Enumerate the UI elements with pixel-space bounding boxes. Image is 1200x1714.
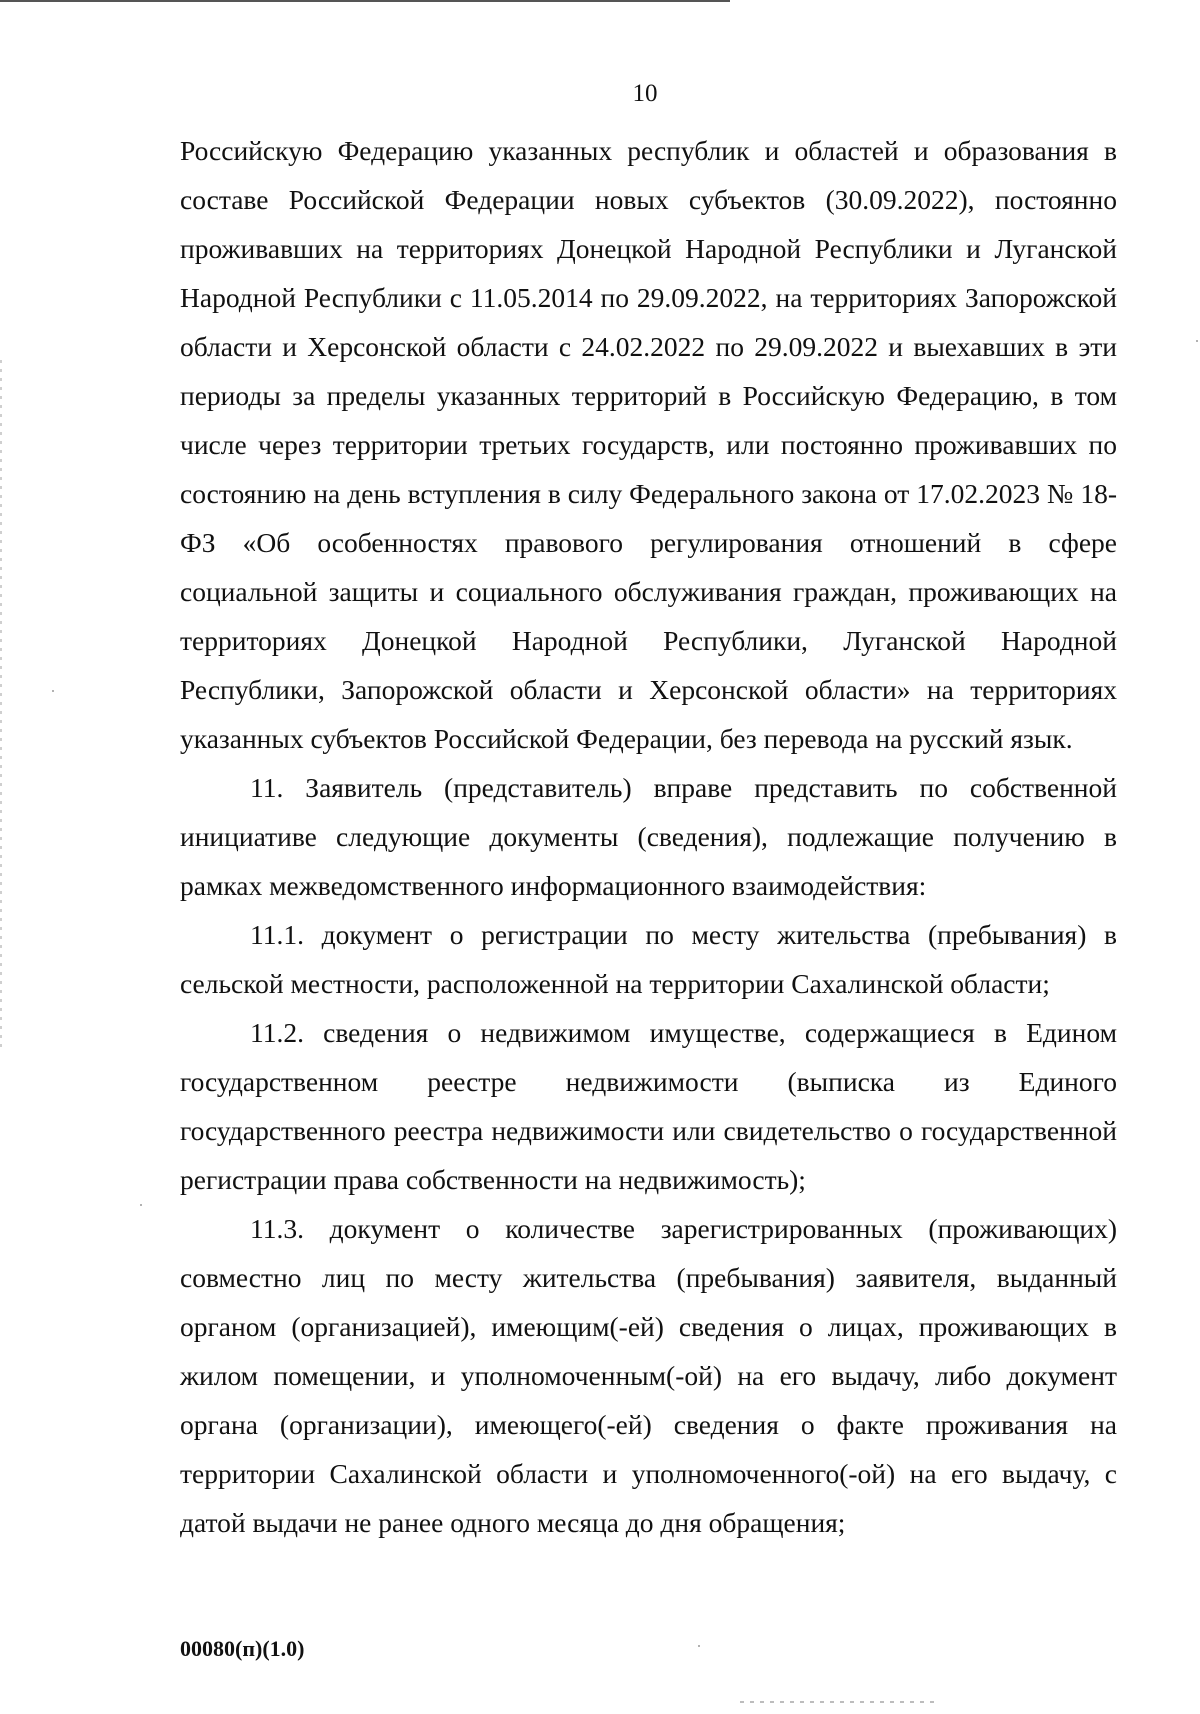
paragraph-item-11-1: 11.1. документ о регистрации по месту жительства (пребывания) в сельской местности, расположенной на территории Сахалинской области; [180, 919, 1117, 999]
paragraph-item-11-3: 11.3. документ о количестве зарегистрированных (проживающих) совместно лиц по месту жительства (пребывания) заявителя, выданный органом (организацией), имеющим(-ей) сведения о лицах, проживающих в жилом помещении, и уполномоченным(-ой) на его выдачу, либо документ органа (организации), имеющего(-ей) сведения о факте проживания на территории Сахалинской области и уполномоченного(-ой) на его выдачу, с датой выдачи не ранее одного месяца до дня обращения; [180, 1213, 1117, 1538]
scan-speck [52, 690, 54, 692]
top-scan-rule [0, 0, 730, 2]
page-number: 10 [632, 80, 658, 107]
document-body [180, 126, 1117, 1547]
scan-speck [1196, 340, 1198, 342]
paragraph-continuation: Российскую Федерацию указанных республик и областей и образования в составе Российской Федерации новых субъектов (30.09.2022), постоянно проживавших на территориях Донецкой Народной Республики и Луганской Народной Республики с 11.05.2014 по 29.09.2022, на территориях Запорожской области и Херсонской области с 24.02.2022 по 29.09.2022 и выехавших в эти периоды за пределы указанных территорий в Российскую Федерацию, в том числе через территории третьих государств, или постоянно проживавших по состоянию на день вступления в силу Федерального закона от 17.02.2023 № 18-ФЗ «Об особенностях правового регулирования отношений в сфере социальной защиты и социального обслуживания граждан, проживающих на территориях Донецкой Народной Республики, Луганской Народной Республики, Запорожской области и Херсонской области» на территориях указанных субъектов Российской Федерации, без перевода на русский язык. [180, 135, 1117, 754]
paragraph-item-11: 11. Заявитель (представитель) вправе представить по собственной инициативе следующие документы (сведения), подлежащие получению в рамках межведомственного информационного взаимодействия: [180, 772, 1117, 901]
scan-speck [698, 1645, 700, 1647]
document-footer-code: 00080(п)(1.0) [180, 1636, 305, 1661]
paragraph-item-11-2: 11.2. сведения о недвижимом имуществе, содержащиеся в Едином государственном реестре недвижимости (выписка из Единого государственного реестра недвижимости или свидетельство о государственной регистрации права собственности на недвижимость); [180, 1017, 1117, 1195]
scan-speck [140, 1204, 142, 1206]
left-scan-edge [0, 360, 2, 1050]
bottom-scan-dots [740, 1701, 940, 1703]
